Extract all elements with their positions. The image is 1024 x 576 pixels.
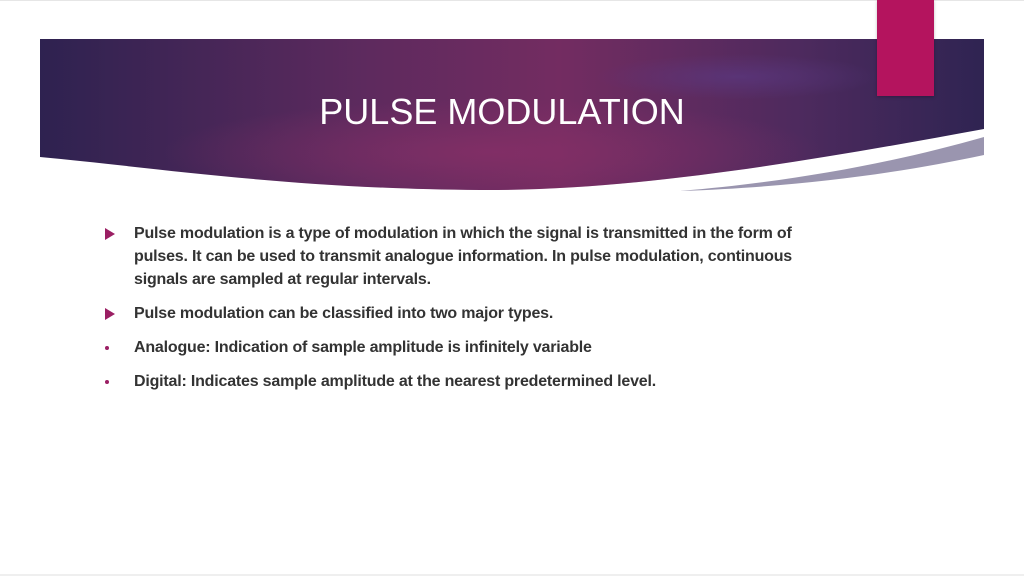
bullet-text: Pulse modulation is a type of modulation in which the signal is transmitted in the form of pulses. It can be used to transmit analogue information. In pulse modulation, continuous signals are sampled at regular intervals. (134, 225, 793, 288)
bullet-item (104, 336, 824, 359)
triangle-icon (104, 302, 122, 325)
dot-icon (104, 370, 122, 393)
bullet-item (104, 302, 824, 325)
bullet-item (104, 222, 824, 291)
accent-tab (877, 0, 934, 96)
slide-title: PULSE MODULATION (319, 91, 685, 132)
content-area (104, 222, 824, 404)
bullet-item (104, 370, 824, 393)
triangle-icon (104, 222, 122, 245)
bullet-text: Digital: Indicates sample amplitude at the nearest predetermined level. (134, 373, 656, 390)
dot-icon (104, 336, 122, 359)
bullet-list (104, 222, 824, 393)
bullet-text: Pulse modulation can be classified into two major types. (134, 305, 554, 322)
bullet-text: Analogue: Indication of sample amplitude is infinitely variable (134, 339, 592, 356)
top-rule (0, 0, 1024, 1)
